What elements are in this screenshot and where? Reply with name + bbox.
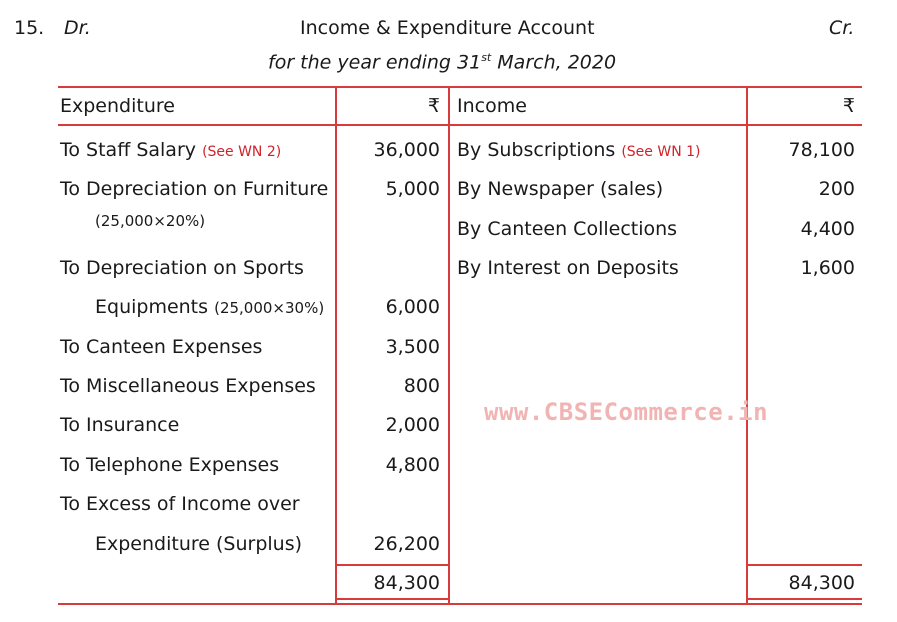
inc-row-interest: By Interest on Deposits [457, 257, 679, 279]
exp-amount-insurance: 2,000 [385, 414, 440, 436]
income-header: Income [457, 95, 527, 117]
exp-note: (See WN 2) [202, 144, 282, 160]
exp-total: 84,300 [373, 572, 440, 594]
exp-amount-staff-salary: 36,000 [373, 139, 440, 161]
col-divider-1 [335, 86, 337, 604]
account-subtitle [268, 51, 616, 73]
inc-amount-subscriptions: 78,100 [788, 139, 855, 161]
exp-amount-equipments: 6,000 [385, 296, 440, 318]
header-bottom-rule [58, 124, 862, 126]
exp-row-equipments [95, 296, 324, 318]
col-divider-3 [746, 86, 748, 604]
exp-row-dep-furniture: To Depreciation on Furniture [60, 178, 329, 200]
expenditure-header: Expenditure [60, 95, 175, 117]
debit-label: Dr. [64, 17, 91, 39]
total-rule-inc [746, 564, 862, 566]
exp-label: Equipments [95, 296, 209, 318]
table-bottom-rule [58, 603, 862, 605]
inc-row-canteen: By Canteen Collections [457, 218, 678, 240]
exp-row-telephone: To Telephone Expenses [60, 454, 280, 476]
subtitle-text: for the year ending 31 [268, 51, 482, 74]
inc-total: 84,300 [788, 572, 855, 594]
credit-label: Cr. [829, 17, 855, 39]
exp-amount-canteen: 3,500 [385, 336, 440, 358]
exp-amount-surplus: 26,200 [373, 533, 440, 555]
question-number: 15. [14, 17, 45, 39]
subtitle-sup: st [481, 51, 492, 64]
total-rule-exp [335, 564, 450, 566]
exp-amount-dep-furniture: 5,000 [385, 178, 440, 200]
col-divider-2 [448, 86, 450, 604]
exp-row-dep-sports: To Depreciation on Sports [60, 257, 304, 279]
exp-row-dep-furniture-calc: (25,000×20%) [95, 212, 206, 230]
exp-row-canteen: To Canteen Expenses [60, 336, 263, 358]
account-title: Income & Expenditure Account [300, 17, 595, 39]
exp-row-surplus: Expenditure (Surplus) [95, 533, 303, 555]
inc-label: By Subscriptions [457, 139, 616, 161]
exp-amount-misc: 800 [403, 375, 440, 397]
watermark: www.CBSECommerce.in [484, 398, 769, 426]
inc-note: (See WN 1) [621, 144, 701, 160]
subtitle-text-2: March, 2020 [491, 51, 617, 74]
exp-row-misc: To Miscellaneous Expenses [60, 375, 316, 397]
total-double-rule-exp [335, 598, 450, 600]
rupee-header-1: ₹ [427, 95, 440, 117]
inc-row-newspaper: By Newspaper (sales) [457, 178, 664, 200]
inc-amount-canteen: 4,400 [800, 218, 855, 240]
inc-amount-newspaper: 200 [818, 178, 855, 200]
exp-row-excess: To Excess of Income over [60, 493, 300, 515]
exp-label: To Staff Salary [60, 139, 197, 161]
exp-calc: (25,000×30%) [214, 299, 325, 317]
exp-amount-telephone: 4,800 [385, 454, 440, 476]
inc-row-subscriptions [457, 139, 701, 161]
exp-row-staff-salary [60, 139, 281, 161]
inc-amount-interest: 1,600 [800, 257, 855, 279]
table-top-rule [58, 86, 862, 88]
exp-row-insurance: To Insurance [60, 414, 180, 436]
total-double-rule-inc [746, 598, 862, 600]
rupee-header-2: ₹ [842, 95, 855, 117]
